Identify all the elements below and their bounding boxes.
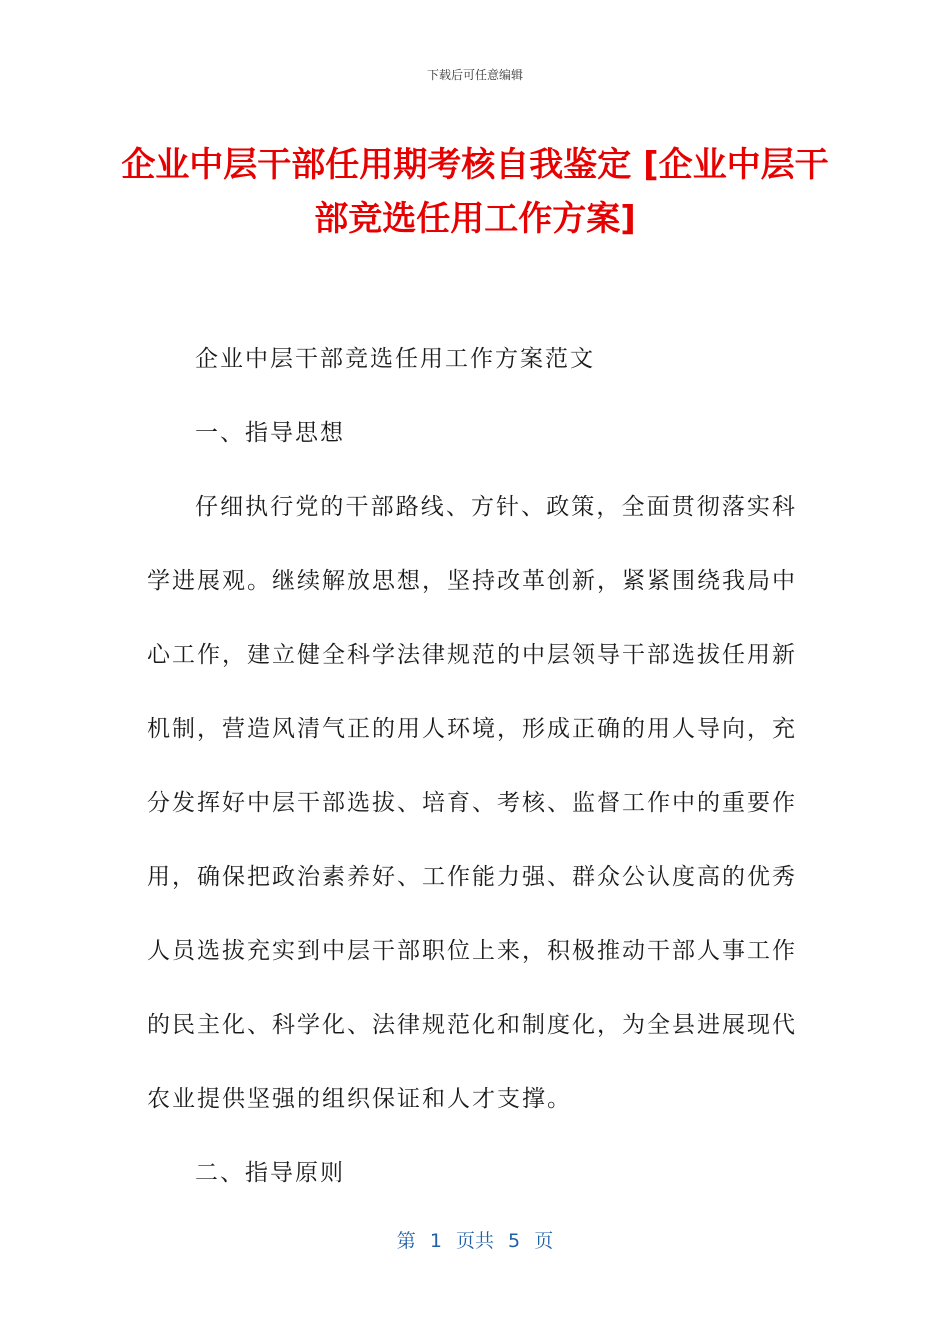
section-heading-2: 二、指导原则 [195,1160,345,1186]
footer-prefix: 第 [396,1230,416,1252]
section-heading-1: 一、指导思想 [195,420,345,446]
page-footer [0,1226,950,1253]
document-body [147,322,797,1210]
footer-mid: 页共 [455,1230,494,1252]
document-title: 企业中层干部任用期考核自我鉴定 [企业中层干部竞选任用工作方案] [121,145,829,239]
footer-page-number: 1 [429,1230,442,1252]
paragraph-guiding-thought: 仔细执行党的干部路线、方针、政策，全面贯彻落实科学进展观。继续解放思想，坚持改革创新，紧紧围绕我局中心工作，建立健全科学法律规范的中层领导干部选拔任用新机制，营造风清气正的用人环境，形成正确的用人导向，充分发挥好中层干部选拔、培育、考核、监督工作中的重要作用，确保把政治素养好、工作能力强、群众公认度高的优秀人员选拔充实到中层干部职位上来，积极推动干部人事工作的民主化、科学化、法律规范化和制度化，为全县进展现代农业提供坚强的组织保证和人才支撑。 [147,494,797,1112]
header-note: 下载后可任意编辑 [426,68,523,82]
footer-suffix: 页 [534,1230,554,1252]
footer-total-pages: 5 [508,1230,521,1252]
paragraph-subtitle: 企业中层干部竞选任用工作方案范文 [195,346,595,372]
